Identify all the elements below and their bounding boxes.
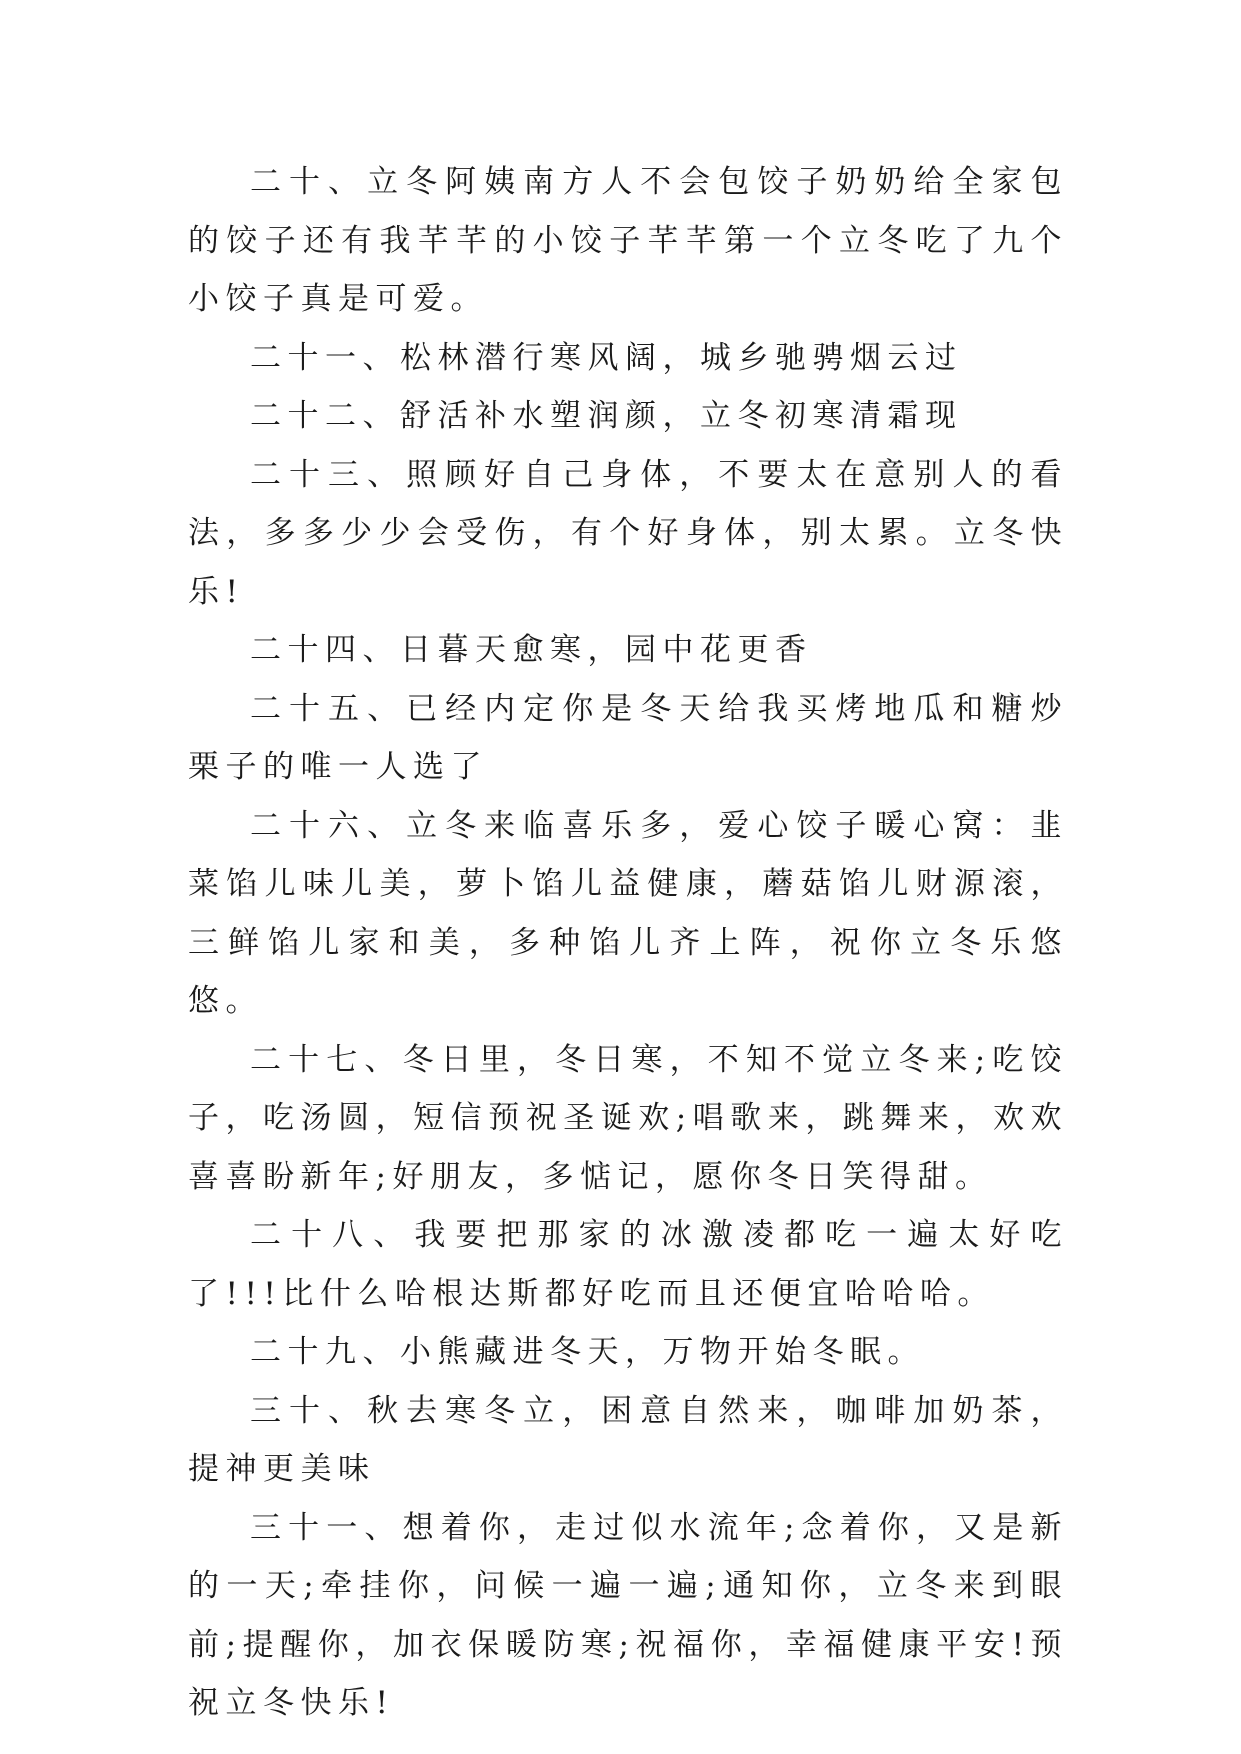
- paragraph-31: 三十一、想着你，走过似水流年;念着你，又是新的一天;牵挂你，问候一遍一遍;通知你，立冬来到眼前;提醒你，加衣保暖防寒;祝福你，幸福健康平安!预祝立冬快乐!: [188, 1509, 1068, 1721]
- document-body: [188, 153, 1068, 1733]
- paragraph-20: 二十、立冬阿姨南方人不会包饺子奶奶给全家包的饺子还有我芊芊的小饺子芊芊第一个立冬吃了九个小饺子真是可爱。: [188, 164, 1068, 317]
- paragraph-21: 二十一、松林潜行寒风阔，城乡驰骋烟云过: [250, 339, 963, 376]
- paragraph-29: 二十九、小熊藏进冬天，万物开始冬眠。: [250, 1334, 925, 1370]
- paragraph-24: 二十四、日暮天愈寒，园中花更香: [250, 632, 813, 668]
- paragraph-27: 二十七、冬日里，冬日寒，不知不觉立冬来;吃饺子，吃汤圆，短信预祝圣诞欢;唱歌来，跳舞来，欢欢喜喜盼新年;好朋友，多惦记，愿你冬日笑得甜。: [188, 1041, 1068, 1195]
- paragraph-23: 二十三、照顾好自己身体，不要太在意别人的看法，多多少少会受伤，有个好身体，别太累。立冬快乐!: [188, 456, 1068, 610]
- paragraph-26: 二十六、立冬来临喜乐多，爱心饺子暖心窝：韭菜馅儿味儿美，萝卜馅儿益健康，蘑菇馅儿财源滚，三鲜馅儿家和美，多种馅儿齐上阵，祝你立冬乐悠悠。: [188, 807, 1068, 1019]
- paragraph-25: 二十五、已经内定你是冬天给我买烤地瓜和糖炒栗子的唯一人选了: [188, 690, 1068, 785]
- paragraph-28: 二十八、我要把那家的冰激凌都吃一遍太好吃了!!!比什么哈根达斯都好吃而且还便宜哈哈哈。: [188, 1217, 1068, 1312]
- paragraph-30: 三十、秋去寒冬立，困意自然来，咖啡加奶茶，提神更美味: [188, 1392, 1068, 1487]
- paragraph-22: 二十二、舒活补水塑润颜，立冬初寒清霜现: [250, 398, 963, 434]
